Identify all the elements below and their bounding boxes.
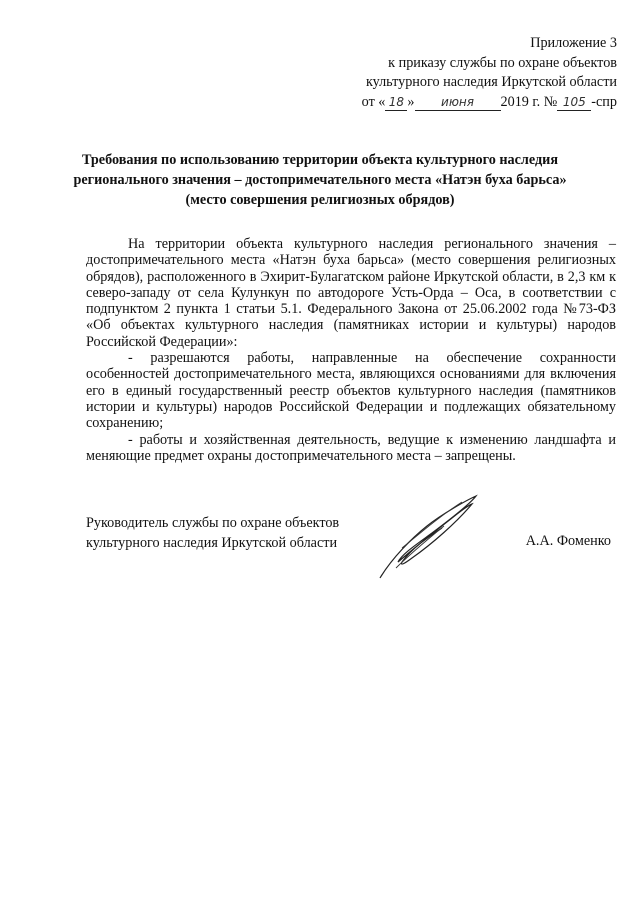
appendix-header <box>362 34 617 112</box>
document-body <box>86 236 616 464</box>
signature-position <box>86 514 339 553</box>
appendix-agency: культурного наследия Иркутской области <box>365 74 617 90</box>
paragraph-permitted: - разрешаются работы, направленные на обеспечение сохранности особенностей достопримечательного места, являющихся основаниями для включения его в единый государственный реестр объектов культурного наследия (памятников истории и культуры) народов Российской Федерации и подлежащих обязательному сохранению; <box>86 350 616 432</box>
handwritten-signature <box>372 488 482 583</box>
date-day <box>385 95 407 111</box>
document-title <box>70 150 570 210</box>
paragraph-intro: На территории объекта культурного наследия регионального значения – достопримечательного места «Натэн буха барьса» (место совершения религиозных обрядов), расположенного в Эхирит-Булагатском районе Иркутской области, в 2,3 км к северо-западу от села Кулункун по автодороге Усть-Орда – Оса, в соответствии с подпунктом 2 пункта 1 статьи 5.1. Федерального Закона от 25.06.2002 года №73-ФЗ «Об объектах культурного наследия (памятниках истории и культуры) народов Российской Федерации»: <box>86 236 616 350</box>
date-day-handwritten: 18 <box>388 94 405 109</box>
signer-name: А.А. Фоменко <box>525 533 611 549</box>
date-year: 2019 г. № <box>500 93 558 110</box>
order-number-handwritten: 105 <box>562 94 586 109</box>
order-number <box>557 95 591 111</box>
order-number-suffix: -спр <box>591 93 617 110</box>
signer-title-line-2: культурного наследия Иркутской области <box>86 534 338 551</box>
appendix-number: Приложение 3 <box>530 35 617 51</box>
appendix-order-ref: к приказу службы по охране объектов <box>388 54 617 71</box>
date-mid: » <box>407 93 415 110</box>
title-line-1: Требования по использованию территории объекта культурного наследия <box>81 152 559 168</box>
title-line-2: регионального значения – достопримечательного места «Натэн буха барьса» <box>73 172 567 188</box>
date-month-handwritten: июня <box>441 94 474 109</box>
signer-title-line-1: Руководитель службы по охране объектов <box>86 515 340 531</box>
paragraph-prohibited: - работы и хозяйственная деятельность, ведущие к изменению ландшафта и меняющие предмет охраны достопримечательного места – запрещены. <box>86 431 616 464</box>
appendix-date-line <box>362 93 617 113</box>
title-line-3: (место совершения религиозных обрядов) <box>185 192 455 208</box>
date-prefix: от « <box>361 93 386 110</box>
date-month <box>415 95 501 111</box>
